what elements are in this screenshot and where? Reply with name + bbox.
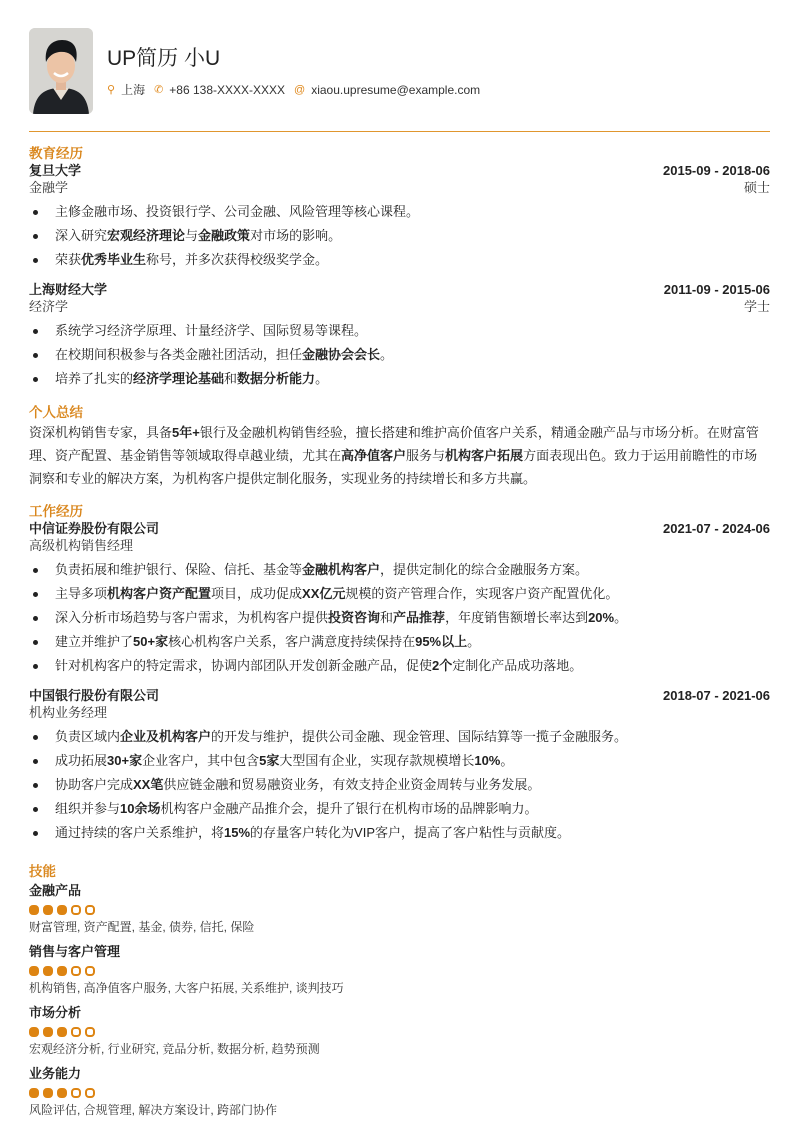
- bullet-list: [29, 319, 770, 391]
- degree: 硕士: [743, 180, 770, 195]
- education-dates: 2015-09 - 2018-06: [663, 163, 770, 178]
- section-title-skills: 技能: [29, 864, 56, 879]
- text-segment: 深入分析市场趋势与客户需求，为机构客户提供: [55, 610, 329, 625]
- rating-dot-filled: [57, 1027, 67, 1037]
- text-segment: 大型国有企业，实现存款规模增长: [279, 753, 475, 768]
- text-segment: 。: [380, 347, 394, 362]
- major: 经济学: [29, 299, 69, 314]
- work-dates: 2021-07 - 2024-06: [663, 521, 770, 536]
- text-segment: 供应链金融和贸易融资业务，有效支持企业资金周转与业务发展。: [163, 777, 541, 792]
- rating-dot-empty: [85, 1027, 95, 1037]
- bold-text: 经济学理论基础: [133, 371, 225, 386]
- skill-name: 金融产品: [29, 883, 82, 898]
- bullet-item: [29, 654, 770, 678]
- rating-dot-empty: [85, 1088, 95, 1098]
- skill-level-rating: [29, 1088, 770, 1098]
- rating-dot-filled: [29, 1027, 39, 1037]
- text-segment: 主修金融市场、投资银行学、公司金融、风险管理等核心课程。: [55, 204, 420, 219]
- bold-text: 10%: [474, 753, 501, 768]
- education-entry-header: [29, 281, 770, 298]
- education-entry-sub: [29, 298, 770, 315]
- text-segment: 建立并维护了: [55, 634, 134, 649]
- text-segment: 主导多项: [55, 586, 108, 601]
- candidate-name: UP简历 小U: [107, 47, 221, 70]
- bold-text: XX笔: [133, 777, 164, 792]
- contact-info: [107, 81, 489, 98]
- rating-dot-filled: [43, 966, 53, 976]
- bullet-list: [29, 200, 770, 272]
- bullet-item: [29, 797, 770, 821]
- rating-dot-filled: [43, 1027, 53, 1037]
- rating-dot-empty: [71, 1027, 81, 1037]
- text-segment: 和: [380, 610, 394, 625]
- education-entry-sub: [29, 179, 770, 196]
- text-segment: 。: [467, 634, 481, 649]
- text-segment: 企业客户，其中包含: [142, 753, 260, 768]
- bullet-item: [29, 248, 770, 272]
- text-segment: 培养了扎实的: [55, 371, 134, 386]
- profile-photo: [29, 28, 93, 114]
- skill-name: 业务能力: [29, 1066, 82, 1081]
- resume-page: [29, 28, 770, 1125]
- skill-keywords: 宏观经济分析, 行业研究, 竞品分析, 数据分析, 趋势预测: [29, 1042, 320, 1056]
- summary-text: [29, 421, 770, 490]
- skill-name: 销售与客户管理: [29, 944, 121, 959]
- company-name: 中信证券股份有限公司: [29, 521, 160, 536]
- bold-text: 高净值客户: [341, 448, 407, 463]
- text-segment: 。: [614, 610, 628, 625]
- bold-text: 2个: [432, 658, 453, 673]
- text-segment: 服务与: [406, 448, 446, 463]
- text-segment: 核心机构客户关系，客户满意度持续保持在: [168, 634, 416, 649]
- text-segment: 系统学习经济学原理、计量经济学、国际贸易等课程。: [55, 323, 368, 338]
- bullet-item: [29, 558, 770, 582]
- text-segment: 通过持续的客户关系维护，将: [55, 825, 225, 840]
- job-title: 机构业务经理: [29, 705, 108, 720]
- rating-dot-filled: [29, 966, 39, 976]
- phone: +86 138-XXXX-XXXX: [169, 82, 286, 97]
- bold-text: 宏观经济理论: [107, 228, 186, 243]
- text-segment: 。: [500, 753, 514, 768]
- bold-text: 10余场: [120, 801, 161, 816]
- text-segment: 针对机构客户的特定需求，协调内部团队开发创新金融产品，促使: [55, 658, 433, 673]
- bullet-item: [29, 606, 770, 630]
- text-segment: 和: [224, 371, 238, 386]
- bold-text: 数据分析能力: [237, 371, 316, 386]
- text-segment: 对市场的影响。: [250, 228, 342, 243]
- resume-header: [29, 28, 770, 114]
- skill-name: 市场分析: [29, 1005, 82, 1020]
- text-segment: 在校期间积极参与各类金融社团活动，担任: [55, 347, 303, 362]
- skill-keywords: 风险评估, 合规管理, 解决方案设计, 跨部门协作: [29, 1103, 278, 1117]
- header-divider: [29, 131, 770, 132]
- rating-dot-empty: [71, 1088, 81, 1098]
- bullet-item: [29, 319, 770, 343]
- bullet-item: [29, 343, 770, 367]
- work-entry-sub: [29, 537, 770, 554]
- bullet-item: [29, 725, 770, 749]
- text-segment: 定制化产品成功落地。: [452, 658, 583, 673]
- work-dates: 2018-07 - 2021-06: [663, 688, 770, 703]
- text-segment: 与: [185, 228, 199, 243]
- work-entry-header: [29, 520, 770, 537]
- text-segment: 深入研究: [55, 228, 108, 243]
- text-segment: 银行及金融机构销售经验，擅长搭建和维护高价值客户关系，精通金融产品与市场分析。在财富管理、资产配置、基金销售等领域取得卓越业绩，尤其在: [29, 425, 759, 463]
- work-entry-header: [29, 687, 770, 704]
- bold-text: 30+家: [107, 753, 143, 768]
- school-name: 上海财经大学: [29, 282, 108, 297]
- school-name: 复旦大学: [29, 163, 82, 178]
- rating-dot-empty: [71, 905, 81, 915]
- text-segment: 规模的资产管理合作，实现客户资产配置优化。: [345, 586, 619, 601]
- text-segment: 组织并参与: [55, 801, 121, 816]
- company-name: 中国银行股份有限公司: [29, 688, 160, 703]
- bold-text: 产品推荐: [393, 610, 446, 625]
- bullet-item: [29, 821, 770, 845]
- bold-text: 企业及机构客户: [120, 729, 212, 744]
- bold-text: XX亿元: [302, 586, 346, 601]
- major: 金融学: [29, 180, 69, 195]
- text-segment: 的开发与维护，提供公司金融、现金管理、国际结算等一揽子金融服务。: [211, 729, 628, 744]
- rating-dot-filled: [57, 966, 67, 976]
- bullet-item: [29, 367, 770, 391]
- bold-text: 15%: [224, 825, 251, 840]
- bold-text: 5家: [259, 753, 280, 768]
- skill-level-rating: [29, 1027, 770, 1037]
- education-dates: 2011-09 - 2015-06: [663, 282, 770, 297]
- text-segment: 称号，并多次获得校级奖学金。: [146, 252, 329, 267]
- text-segment: 。: [315, 371, 329, 386]
- bullet-item: [29, 749, 770, 773]
- job-title: 高级机构销售经理: [29, 538, 134, 553]
- text-segment: 协助客户完成: [55, 777, 134, 792]
- rating-dot-filled: [43, 1088, 53, 1098]
- skill-level-rating: [29, 966, 770, 976]
- skill-level-rating: [29, 905, 770, 915]
- bullet-item: [29, 224, 770, 248]
- bullet-item: [29, 630, 770, 654]
- skill-keywords: 财富管理, 资产配置, 基金, 债券, 信托, 保险: [29, 920, 255, 934]
- section-title-education: 教育经历: [29, 146, 83, 161]
- bullet-item: [29, 582, 770, 606]
- bold-text: 投资咨询: [328, 610, 381, 625]
- education-entry-header: [29, 162, 770, 179]
- bold-text: 机构客户拓展: [445, 448, 524, 463]
- bold-text: 机构客户资产配置: [107, 586, 212, 601]
- text-segment: 负责区域内: [55, 729, 121, 744]
- text-segment: 的存量客户转化为VIP客户，提高了客户粘性与贡献度。: [250, 825, 571, 840]
- text-segment: 荣获: [55, 252, 82, 267]
- bold-text: 金融协会会长: [302, 347, 381, 362]
- text-segment: 资深机构销售专家，具备: [29, 425, 173, 440]
- degree: 学士: [743, 299, 770, 314]
- work-entry-sub: [29, 704, 770, 721]
- text-segment: 机构客户金融产品推介会，提升了银行在机构市场的品牌影响力。: [160, 801, 538, 816]
- bullet-item: [29, 773, 770, 797]
- bullet-list: [29, 725, 770, 845]
- text-segment: ，提供定制化的综合金融服务方案。: [380, 562, 589, 577]
- at-sign-icon: @: [294, 83, 306, 96]
- bold-text: 50+家: [133, 634, 169, 649]
- bold-text: 金融机构客户: [302, 562, 381, 577]
- bold-text: 金融政策: [198, 228, 251, 243]
- location-pin-icon: ⚲: [107, 84, 116, 96]
- text-segment: 方面表现出色。致力于运用前瞻性的市场洞察和专业的解决方案，为机构客户提供定制化服务，实现业务的持续增长和多方共赢。: [29, 448, 758, 486]
- rating-dot-filled: [57, 1088, 67, 1098]
- text-segment: 负责拓展和维护银行、保险、信托、基金等: [55, 562, 303, 577]
- rating-dot-empty: [85, 966, 95, 976]
- bold-text: 95%以上: [415, 634, 468, 649]
- bold-text: 20%: [588, 610, 615, 625]
- skill-keywords: 机构销售, 高净值客户服务, 大客户拓展, 关系维护, 谈判技巧: [29, 981, 344, 995]
- section-title-work: 工作经历: [29, 504, 83, 519]
- text-segment: 成功拓展: [55, 753, 108, 768]
- rating-dot-filled: [57, 905, 67, 915]
- bold-text: 5年+: [172, 425, 200, 440]
- rating-dot-filled: [29, 1088, 39, 1098]
- rating-dot-filled: [29, 905, 39, 915]
- text-segment: 项目，成功促成: [211, 586, 303, 601]
- phone-icon: ✆: [154, 84, 164, 96]
- rating-dot-filled: [43, 905, 53, 915]
- bullet-item: [29, 200, 770, 224]
- rating-dot-empty: [71, 966, 81, 976]
- bullet-list: [29, 558, 770, 678]
- bold-text: 优秀毕业生: [81, 252, 147, 267]
- text-segment: ，年度销售额增长率达到: [445, 610, 589, 625]
- section-title-summary: 个人总结: [29, 405, 83, 420]
- rating-dot-empty: [85, 905, 95, 915]
- email-link[interactable]: xiaou.upresume@example.com: [311, 82, 481, 97]
- location: 上海: [121, 83, 146, 97]
